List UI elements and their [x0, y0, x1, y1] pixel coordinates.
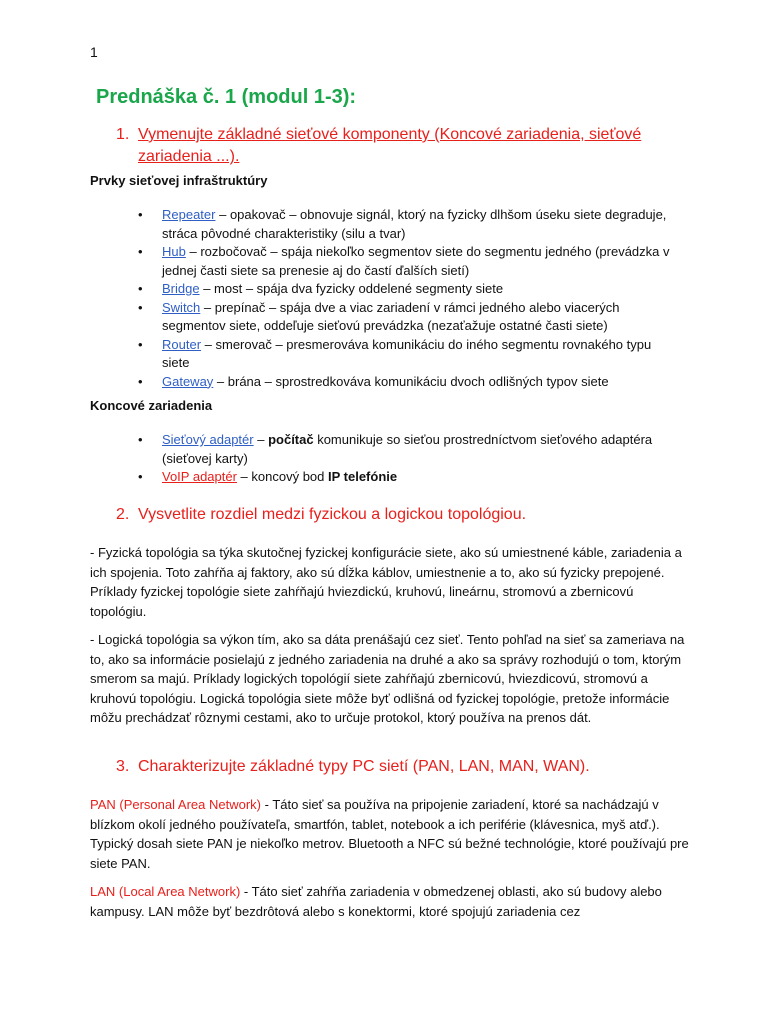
- question-3-number: 3.: [116, 758, 130, 775]
- repeater-link[interactable]: Repeater: [162, 207, 216, 222]
- lecture-title: Prednáška č. 1 (modul 1-3):: [96, 86, 357, 108]
- list-item: • Bridge – most – spája dva fyzicky oddelené segmenty siete: [136, 280, 676, 299]
- physical-topology-paragraph: - Fyzická topológia sa týka skutočnej fyzickej konfigurácie siete, ako sú umiestnené káble, zariadenia a ich spojenia. Toto zahŕňa aj faktory, ako sú dĺžka káblov, umiestnenie a to, ako sú fyzicky prepojené. Príklady fyzickej topológie siete zahŕňajú hviezdickú, kruhovú, lineárnu, stromovú a zbernicovú topológiu.: [90, 545, 682, 619]
- question-2-text: Vysvetlite rozdiel medzi fyzickou a logickou topológiou.: [138, 506, 527, 523]
- question-1-line-1: Vymenujte základné sieťové komponenty (Koncové zariadenia, sieťové: [138, 126, 642, 143]
- question-1: [116, 124, 676, 168]
- question-1-line-2: zariadenia ...).: [138, 148, 240, 165]
- question-2-number: 2.: [116, 506, 130, 523]
- question-3: [116, 756, 696, 778]
- list-item: • Router – smerovač – presmerováva komunikáciu do iného segmentu rovnakého typu siete: [136, 336, 676, 373]
- pan-paragraph: PAN (Personal Area Network) - Táto sieť sa používa na pripojenie zariadení, ktoré sa nachádzajú v blízkom okolí jedného používateľa, smartfón, tablet, notebook a ich periférie (klávesnica, myš atď.). Typický dosah siete PAN je niekoľko metrov. Bluetooth a NFC sú bežné technológie, ktoré používajú pre siete PAN.: [90, 797, 689, 871]
- bridge-link[interactable]: Bridge: [162, 281, 200, 296]
- list-item: • Gateway – brána – sprostredkováva komunikáciu dvoch odlišných typov siete: [136, 373, 676, 392]
- network-adapter-link[interactable]: Sieťový adaptér: [162, 432, 254, 447]
- question-2: [116, 504, 676, 526]
- lan-term: LAN (Local Area Network): [90, 884, 241, 899]
- list-item: • Sieťový adaptér – počítač komunikuje so sieťou prostredníctvom sieťového adaptéra (sieťovej karty): [136, 431, 676, 468]
- hub-link[interactable]: Hub: [162, 244, 186, 259]
- list-item: • Repeater – opakovač – obnovuje signál, ktorý na fyzicky dlhšom úseku siete degraduje, stráca pôvodné charakteristiky (silu a tvar): [136, 206, 676, 243]
- router-link[interactable]: Router: [162, 336, 202, 352]
- logical-topology-paragraph: - Logická topológia sa výkon tím, ako sa dáta prenášajú cez sieť. Tento pohľad na sieť sa zameriava na to, ako sa informácie posielajú z jedného zariadenia na druhé a ako sa správy rozhodujú o tom, ktorým smerom sa majú. Príklady logických topológií siete zahŕňajú zbernicovú, hviezdicovú, stromovú a kruhovú topológiu. Logická topológia siete môže byť odlišná od fyzickej topológie, pretože informácie môžu prechádzať rôznymi cestami, ako to určuje protokol, ktorý používa na prenos dát.: [90, 632, 685, 725]
- page-number: 1: [90, 44, 98, 60]
- question-1-number: 1.: [116, 126, 130, 143]
- endpoints-list: [136, 431, 676, 487]
- question-3-text: Charakterizujte základné typy PC sietí (PAN, LAN, MAN, WAN).: [138, 758, 590, 775]
- pan-term: PAN (Personal Area Network): [90, 797, 261, 812]
- lan-paragraph: LAN (Local Area Network) - Táto sieť zahŕňa zariadenia v obmedzenej oblasti, ako sú budovy alebo kampusy. LAN môže byť bezdrôtová alebo s konektormi, ktoré spojujú zariadenia cez: [90, 884, 662, 919]
- list-item: • Hub – rozbočovač – spája niekoľko segmentov siete do segmentu jedného (prevádzka v jednej časti siete sa prenesie aj do častí ďalších sietí): [136, 243, 676, 280]
- voip-adapter-link[interactable]: VoIP adaptér: [162, 469, 237, 484]
- list-item: • VoIP adaptér – koncový bod IP telefónie: [136, 468, 676, 487]
- endpoints-heading: Koncové zariadenia: [90, 398, 213, 413]
- list-item: • Switch – prepínač – spája dve a viac zariadení v rámci jedného alebo viacerých segmentov siete, oddeľuje sieťovú prevádzka (nezaťažuje ostatné časti siete): [136, 299, 676, 336]
- switch-link[interactable]: Switch: [162, 299, 201, 315]
- infrastructure-list: [136, 206, 676, 391]
- gateway-link[interactable]: Gateway: [162, 373, 214, 389]
- infrastructure-heading: Prvky sieťovej infraštruktúry: [90, 173, 268, 188]
